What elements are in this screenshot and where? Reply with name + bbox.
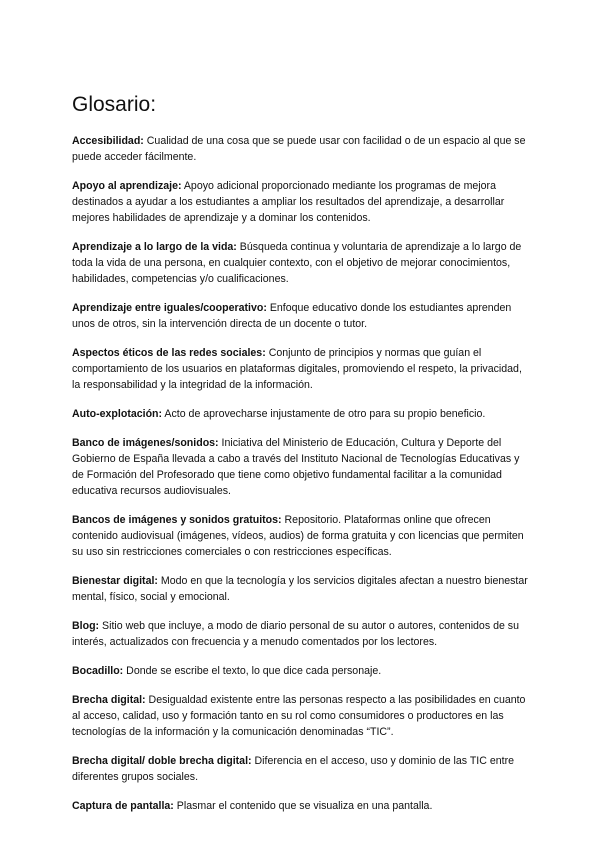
glossary-definition: Apoyo adicional proporcionado mediante los programas de mejora destinados a ayudar a los estudiantes a ampliar los resultados del aprendizaje, a desarrollar mejores habilidades de aprendizaje y a dominar los contenidos. bbox=[72, 180, 505, 224]
glossary-entry-banco-de-imagenes bbox=[72, 435, 532, 499]
glossary-term: Aprendizaje entre iguales/cooperativo: bbox=[72, 302, 267, 314]
glossary-definition: Repositorio. Plataformas online que ofrecen contenido audiovisual (imágenes, vídeos, audios) de forma gratuita y con licencias que permiten su uso sin restricciones comerciales o con restricciones específicas. bbox=[72, 514, 524, 558]
glossary-entry-bienestar-digital bbox=[72, 573, 532, 605]
glossary-definition: Acto de aprovecharse injustamente de otro para su propio beneficio. bbox=[164, 408, 486, 420]
glossary-term: Auto-explotación: bbox=[72, 408, 163, 420]
glossary-term: Banco de imágenes/sonidos: bbox=[72, 437, 219, 449]
glossary-entry-doble-brecha-digital bbox=[72, 753, 532, 785]
glossary-definition: Búsqueda continua y voluntaria de aprendizaje a lo largo de toda la vida de una persona, en cualquier contexto, con el objetivo de mejorar conocimientos, habilidades, competencias y/o cualificaciones. bbox=[72, 241, 522, 285]
glossary-entry-apoyo-al-aprendizaje bbox=[72, 178, 532, 226]
glossary-definition: Plasmar el contenido que se visualiza en una pantalla. bbox=[176, 800, 433, 812]
glossary-term: Blog: bbox=[72, 620, 100, 632]
glossary-entry-bocadillo bbox=[72, 663, 532, 679]
glossary-definition: Modo en que la tecnología y los servicios digitales afectan a nuestro bienestar mental, físico, social y emocional. bbox=[72, 575, 528, 603]
glossary-term: Aprendizaje a lo largo de la vida: bbox=[72, 241, 237, 253]
glossary-definition: Diferencia en el acceso, uso y dominio de las TIC entre diferentes grupos sociales. bbox=[72, 755, 514, 783]
glossary-entry-accesibilidad bbox=[72, 133, 532, 165]
glossary-page bbox=[72, 92, 532, 827]
glossary-entry-aprendizaje-a-lo-largo-de-la-vida bbox=[72, 239, 532, 287]
glossary-definition: Desigualdad existente entre las personas respecto a las posibilidades en cuanto al acceso, calidad, uso y formación tanto en su rol como consumidores o productores en las tecnologías de la información y la comunicación denominadas “TIC”. bbox=[72, 694, 526, 738]
glossary-term: Accesibilidad: bbox=[72, 135, 144, 147]
glossary-definition: Sitio web que incluye, a modo de diario personal de su autor o autores, contenidos de su interés, actualizados con frecuencia y a menudo comentados por los lectores. bbox=[72, 620, 519, 648]
glossary-entry-captura-de-pantalla bbox=[72, 798, 532, 814]
glossary-term: Brecha digital: bbox=[72, 694, 146, 706]
glossary-definition: Donde se escribe el texto, lo que dice cada personaje. bbox=[126, 665, 382, 677]
glossary-list bbox=[72, 133, 532, 814]
glossary-definition: Iniciativa del Ministerio de Educación, Cultura y Deporte del Gobierno de España llevada a cabo a través del Instituto Nacional de Tecnologías Educativas y de Formación del Profesorado que tiene como objetivo fundamental facilitar a la comunidad educativa recursos audiovisuales. bbox=[72, 437, 520, 497]
glossary-entry-aprendizaje-entre-iguales bbox=[72, 300, 532, 332]
glossary-entry-aspectos-eticos bbox=[72, 345, 532, 393]
glossary-term: Bienestar digital: bbox=[72, 575, 158, 587]
glossary-definition: Conjunto de principios y normas que guían el comportamiento de los usuarios en plataformas digitales, promoviendo el respeto, la privacidad, la responsabilidad y la integridad de la información. bbox=[72, 347, 522, 391]
glossary-term: Aspectos éticos de las redes sociales: bbox=[72, 347, 266, 359]
glossary-entry-brecha-digital bbox=[72, 692, 532, 740]
glossary-definition: Enfoque educativo donde los estudiantes aprenden unos de otros, sin la intervención directa de un docente o tutor. bbox=[72, 302, 512, 330]
glossary-term: Bancos de imágenes y sonidos gratuitos: bbox=[72, 514, 282, 526]
glossary-term: Brecha digital/ doble brecha digital: bbox=[72, 755, 252, 767]
glossary-entry-blog bbox=[72, 618, 532, 650]
page-title: Glosario: bbox=[72, 93, 157, 116]
glossary-entry-bancos-gratuitos bbox=[72, 512, 532, 560]
glossary-term: Captura de pantalla: bbox=[72, 800, 174, 812]
glossary-entry-auto-explotacion bbox=[72, 406, 532, 422]
glossary-definition: Cualidad de una cosa que se puede usar con facilidad o de un espacio al que se puede acceder fácilmente. bbox=[72, 135, 526, 163]
glossary-term: Bocadillo: bbox=[72, 665, 124, 677]
glossary-term: Apoyo al aprendizaje: bbox=[72, 180, 182, 192]
